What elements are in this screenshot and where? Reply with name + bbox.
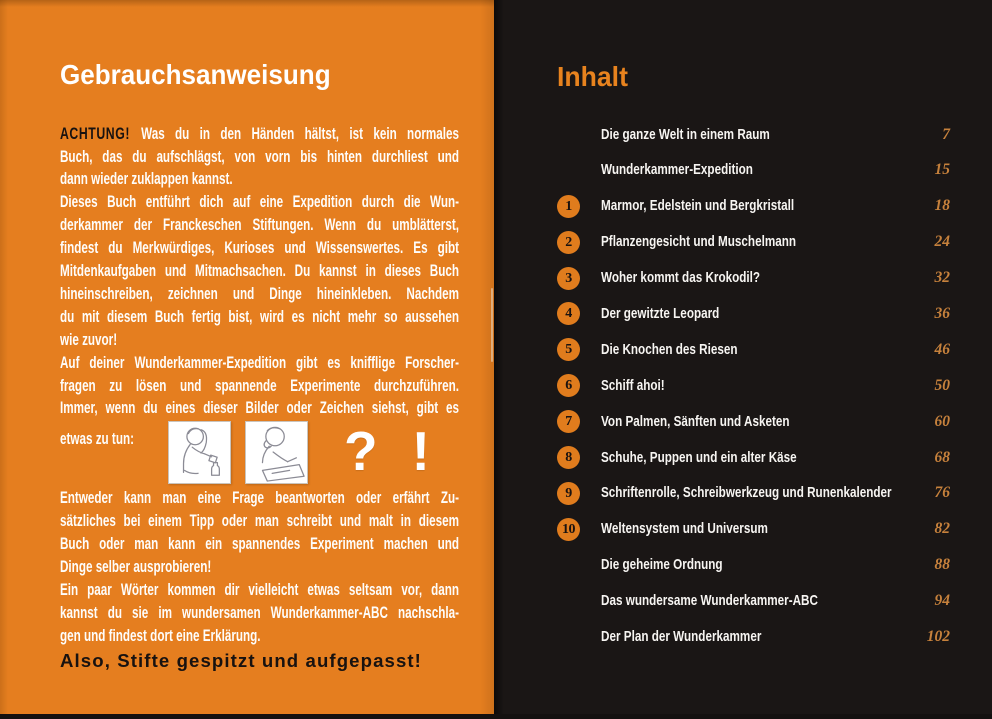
toc-badge-column: [557, 302, 601, 325]
chapter-number-badge: 6: [557, 374, 580, 397]
toc-row: [557, 152, 950, 188]
chapter-number-badge: 2: [557, 231, 580, 254]
toc-entry-label: Schriftenrolle, Schreibwerkzeug und Runenkalender: [601, 484, 892, 502]
question-mark-symbol: ?: [344, 420, 378, 483]
text-line: Entweder kann man eine Frage beantworten oder erfährt Zu-: [60, 489, 459, 508]
text-line: Immer, wenn du eines dieser Bilder oder Zeichen siehst, gibt es: [60, 399, 459, 418]
text-line: fragen zu lösen und spannende Experimente durchzuführen.: [60, 376, 459, 395]
text-line: gen und findest dort eine Erklärung.: [60, 626, 261, 645]
text-line: wie zuvor!: [60, 330, 118, 349]
text-line: du mit diesem Buch fertig bist, wird es nicht mehr so aussehen: [60, 307, 459, 326]
attention-label: ACHTUNG!: [60, 123, 142, 143]
toc-page-number: 60: [934, 412, 950, 430]
page-title: Gebrauchsanweisung: [60, 59, 331, 90]
toc-page-number: 24: [934, 233, 950, 251]
toc-row: [557, 368, 950, 404]
toc-badge-column: [557, 231, 601, 254]
toc-page-number: 82: [934, 520, 950, 538]
text-line: Ein paar Wörter kommen dir vielleicht etwas seltsam vor, dann: [60, 581, 459, 599]
toc-label-wrap: [601, 269, 924, 287]
toc-page-number: 88: [934, 556, 950, 574]
toc-entry-label: Woher kommt das Krokodil?: [601, 269, 761, 287]
toc-label-wrap: [601, 341, 924, 359]
toc-entry-label: Die Knochen des Riesen: [601, 340, 738, 358]
chapter-number-badge: 10: [557, 518, 580, 541]
toc-label-wrap: [601, 377, 924, 395]
toc-page-number: 32: [934, 269, 950, 287]
toc-label-wrap: [601, 305, 924, 323]
toc-badge-column: [557, 267, 601, 290]
closing-line: Also, Stifte gespitzt und aufgepasst!: [60, 649, 422, 671]
toc-row: [557, 583, 950, 619]
paragraph: [60, 123, 459, 192]
toc-row: [557, 260, 950, 296]
toc-page-number: 36: [934, 304, 950, 322]
toc-row: [557, 511, 950, 547]
toc-row: [557, 224, 950, 260]
text-line: Dieses Buch entführt dich auf eine Expedition durch die Wun-: [60, 193, 459, 212]
toc-badge-column: [557, 374, 601, 397]
toc-label-wrap: [601, 449, 924, 467]
icon-row: [60, 421, 460, 485]
toc-badge-column: [557, 518, 601, 541]
toc-page-number: 50: [934, 376, 950, 394]
chapter-number-badge: 9: [557, 482, 580, 505]
toc-label-wrap: [601, 197, 924, 215]
toc-entry-label: Die ganze Welt in einem Raum: [601, 125, 770, 143]
table-of-contents: [557, 117, 950, 655]
toc-entry-label: Schiff ahoi!: [601, 376, 665, 394]
paragraph: [60, 579, 459, 648]
chapter-number-badge: 4: [557, 302, 580, 325]
left-page-content: [60, 58, 460, 672]
toc-page-number: 15: [934, 161, 950, 179]
toc-page-number: 18: [934, 197, 950, 215]
toc-badge-column: [557, 482, 601, 505]
toc-page-number: 76: [934, 484, 950, 502]
toc-entry-label: Wunderkammer-Expedition: [601, 161, 753, 179]
toc-row: [557, 547, 950, 583]
left-page: [0, 0, 494, 719]
toc-page-number: 94: [934, 592, 950, 610]
toc-entry-label: Weltensystem und Universum: [601, 520, 768, 538]
child-examining-icon: [168, 421, 231, 484]
text-line: Mitdenkaufgaben und Mitmachsachen. Du kannst in dieses Buch: [60, 262, 459, 281]
page-edge-glint: [491, 288, 493, 362]
right-page-content: [557, 60, 950, 655]
toc-row: [557, 332, 950, 368]
exclamation-mark-symbol: !: [411, 420, 430, 483]
text-line: ACHTUNG! Was du in den Händen hältst, ist kein normales: [60, 123, 460, 143]
toc-row: [557, 404, 950, 440]
toc-entry-label: Pflanzengesicht und Muschelmann: [601, 233, 797, 251]
text-line: sätzliches bei einem Tipp oder man schreibt und malt in diesem: [60, 512, 459, 531]
toc-label-wrap: [601, 233, 924, 251]
chapter-number-badge: 7: [557, 410, 580, 433]
chapter-number-badge: 1: [557, 195, 580, 218]
toc-badge-column: [557, 410, 601, 433]
toc-label-wrap: [601, 161, 924, 179]
toc-label-wrap: [601, 484, 924, 502]
text-line: findest du Merkwürdiges, Kurioses und Wissenswertes. Es gibt: [60, 239, 459, 258]
toc-badge-column: [557, 195, 601, 218]
paragraph: [60, 191, 459, 351]
toc-label-wrap: [601, 413, 924, 431]
toc-entry-label: Die geheime Ordnung: [601, 556, 723, 574]
text-line: derkammer der Franckeschen Stiftungen. Wenn du umblätterst,: [60, 216, 459, 235]
toc-label-wrap: [601, 520, 924, 538]
right-page: [494, 0, 992, 719]
toc-entry-label: Der gewitzte Leopard: [601, 304, 720, 322]
body-text-upper: [60, 123, 459, 421]
toc-entry-label: Von Palmen, Sänften und Asketen: [601, 412, 790, 430]
page-left-edge: [0, 0, 8, 719]
text-line: hineinschreiben, zeichnen und Dinge hineinkleben. Nachdem: [60, 284, 459, 303]
toc-label-wrap: [601, 556, 924, 574]
toc-badge-column: [557, 338, 601, 361]
toc-label-wrap: [601, 126, 924, 144]
page-bottom-edge: [0, 714, 992, 719]
toc-page-number: 46: [934, 340, 950, 358]
toc-row: [557, 619, 950, 655]
toc-row: [557, 296, 950, 332]
text-line: dann wieder zuklappen kannst.: [60, 170, 233, 189]
text-line: Dinge selber ausprobieren!: [60, 558, 212, 577]
chapter-number-badge: 3: [557, 267, 580, 290]
toc-row: [557, 117, 950, 153]
toc-row: [557, 476, 950, 512]
icon-row-lead: etwas zu tun:: [60, 430, 134, 449]
toc-entry-label: Schuhe, Puppen und ein alter Käse: [601, 448, 797, 466]
toc-entry-label: Der Plan der Wunderkammer: [601, 628, 762, 645]
text-line: kannst du sie im wundersamen Wunderkammer-ABC nachschla-: [60, 603, 459, 622]
toc-page-number: 68: [934, 448, 950, 466]
toc-page-number: 7: [942, 125, 950, 143]
toc-entry-label: Das wundersame Wunderkammer-ABC: [601, 592, 818, 610]
toc-row: [557, 188, 950, 224]
toc-row: [557, 440, 950, 476]
toc-title: Inhalt: [557, 61, 628, 92]
toc-page-number: 102: [926, 628, 950, 645]
paragraph: [60, 352, 459, 421]
text-line: Buch, das du aufschlägst, von vorn bis hinten durchliest und: [60, 147, 459, 166]
toc-badge-column: [557, 446, 601, 469]
toc-label-wrap: [601, 628, 924, 646]
toc-entry-label: Marmor, Edelstein und Bergkristall: [601, 197, 795, 215]
body-text-lower: [60, 487, 459, 647]
chapter-number-badge: 8: [557, 446, 580, 469]
chapter-number-badge: 5: [557, 338, 580, 361]
child-writing-icon: [245, 421, 308, 484]
toc-label-wrap: [601, 592, 924, 610]
paragraph: [60, 487, 459, 579]
text-line: Auf deiner Wunderkammer-Expedition gibt es knifflige Forscher-: [60, 353, 459, 372]
text-line: Buch oder man kann ein spannendes Experiment machen und: [60, 535, 459, 554]
